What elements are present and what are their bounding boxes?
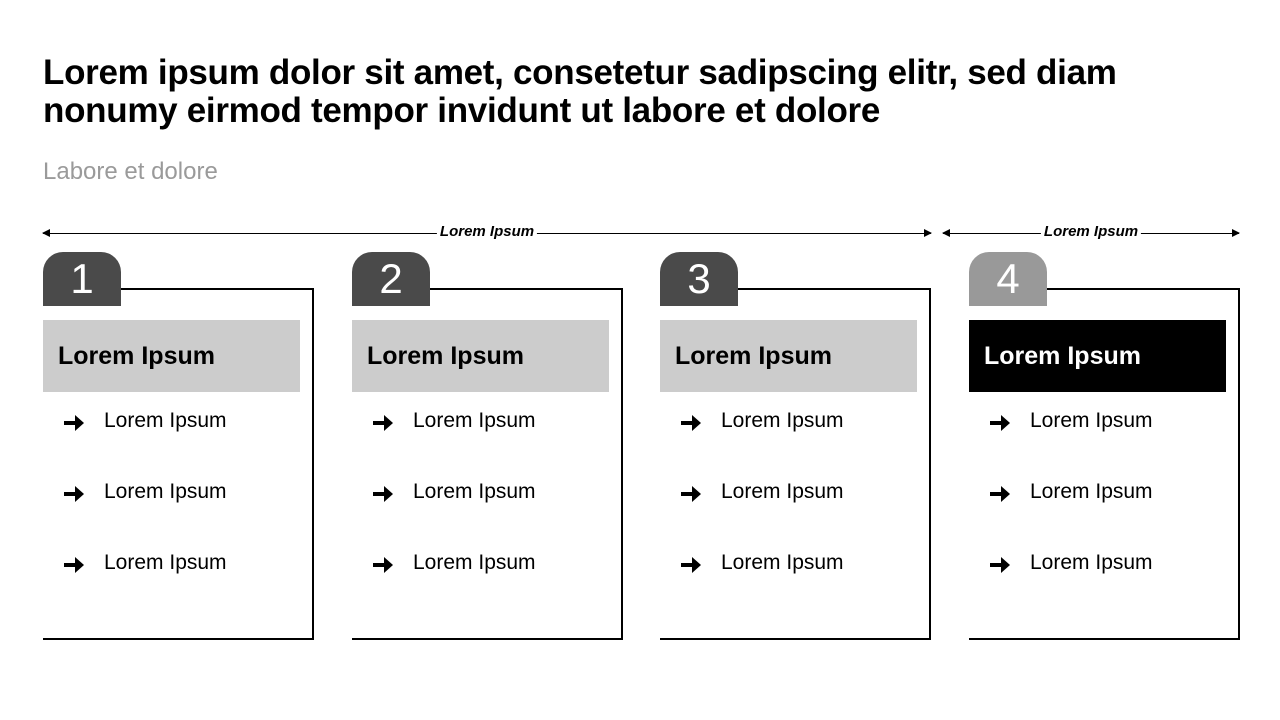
span-label: Lorem Ipsum <box>1041 222 1141 242</box>
step-number-tab: 1 <box>43 252 121 306</box>
list-item-label: Lorem Ipsum <box>1030 480 1153 503</box>
arrow-right-icon <box>988 482 1012 506</box>
arrow-right-icon <box>679 482 703 506</box>
list-item-label: Lorem Ipsum <box>413 480 536 503</box>
list-item-label: Lorem Ipsum <box>721 480 844 503</box>
list-item <box>352 392 609 463</box>
list-item-label: Lorem Ipsum <box>1030 551 1153 574</box>
step-card-1 <box>43 252 314 638</box>
card-item-list <box>969 392 1226 605</box>
list-item-label: Lorem Ipsum <box>721 409 844 432</box>
list-item <box>660 463 917 534</box>
page-subtitle: Labore et dolore <box>43 158 218 185</box>
step-number-tab: 3 <box>660 252 738 306</box>
card-heading: Lorem Ipsum <box>352 320 609 392</box>
span-indicator-2 <box>943 222 1239 244</box>
list-item <box>969 463 1226 534</box>
list-item <box>43 463 300 534</box>
arrow-right-icon <box>679 553 703 577</box>
list-item-label: Lorem Ipsum <box>413 551 536 574</box>
list-item-label: Lorem Ipsum <box>721 551 844 574</box>
arrow-right-icon <box>62 411 86 435</box>
list-item <box>660 392 917 463</box>
arrow-right-icon <box>62 553 86 577</box>
card-item-list <box>660 392 917 605</box>
list-item <box>352 463 609 534</box>
list-item <box>660 534 917 605</box>
span-label: Lorem Ipsum <box>437 222 537 242</box>
list-item-label: Lorem Ipsum <box>104 551 227 574</box>
card-item-list <box>43 392 300 605</box>
list-item-label: Lorem Ipsum <box>104 480 227 503</box>
arrow-right-icon <box>371 411 395 435</box>
arrow-right-icon <box>988 411 1012 435</box>
arrow-right-icon <box>371 482 395 506</box>
list-item <box>969 534 1226 605</box>
card-item-list <box>352 392 609 605</box>
card-heading: Lorem Ipsum <box>660 320 917 392</box>
arrow-right-icon <box>988 553 1012 577</box>
step-number-tab: 4 <box>969 252 1047 306</box>
arrowhead-right-icon <box>924 229 932 237</box>
list-item-label: Lorem Ipsum <box>104 409 227 432</box>
arrow-right-icon <box>371 553 395 577</box>
span-indicator-1 <box>43 222 931 244</box>
list-item <box>352 534 609 605</box>
step-number-tab: 2 <box>352 252 430 306</box>
step-card-4 <box>969 252 1240 638</box>
list-item-label: Lorem Ipsum <box>1030 409 1153 432</box>
arrow-right-icon <box>62 482 86 506</box>
page-title: Lorem ipsum dolor sit amet, consetetur sadipscing elitr, sed diam nonumy eirmod tempor invidunt ut labore et dolore <box>43 53 1117 130</box>
list-item <box>43 534 300 605</box>
card-heading: Lorem Ipsum <box>969 320 1226 392</box>
list-item <box>969 392 1226 463</box>
card-heading: Lorem Ipsum <box>43 320 300 392</box>
arrow-right-icon <box>679 411 703 435</box>
arrowhead-left-icon <box>42 229 50 237</box>
list-item <box>43 392 300 463</box>
arrowhead-left-icon <box>942 229 950 237</box>
arrowhead-right-icon <box>1232 229 1240 237</box>
list-item-label: Lorem Ipsum <box>413 409 536 432</box>
step-card-3 <box>660 252 931 638</box>
step-card-2 <box>352 252 623 638</box>
